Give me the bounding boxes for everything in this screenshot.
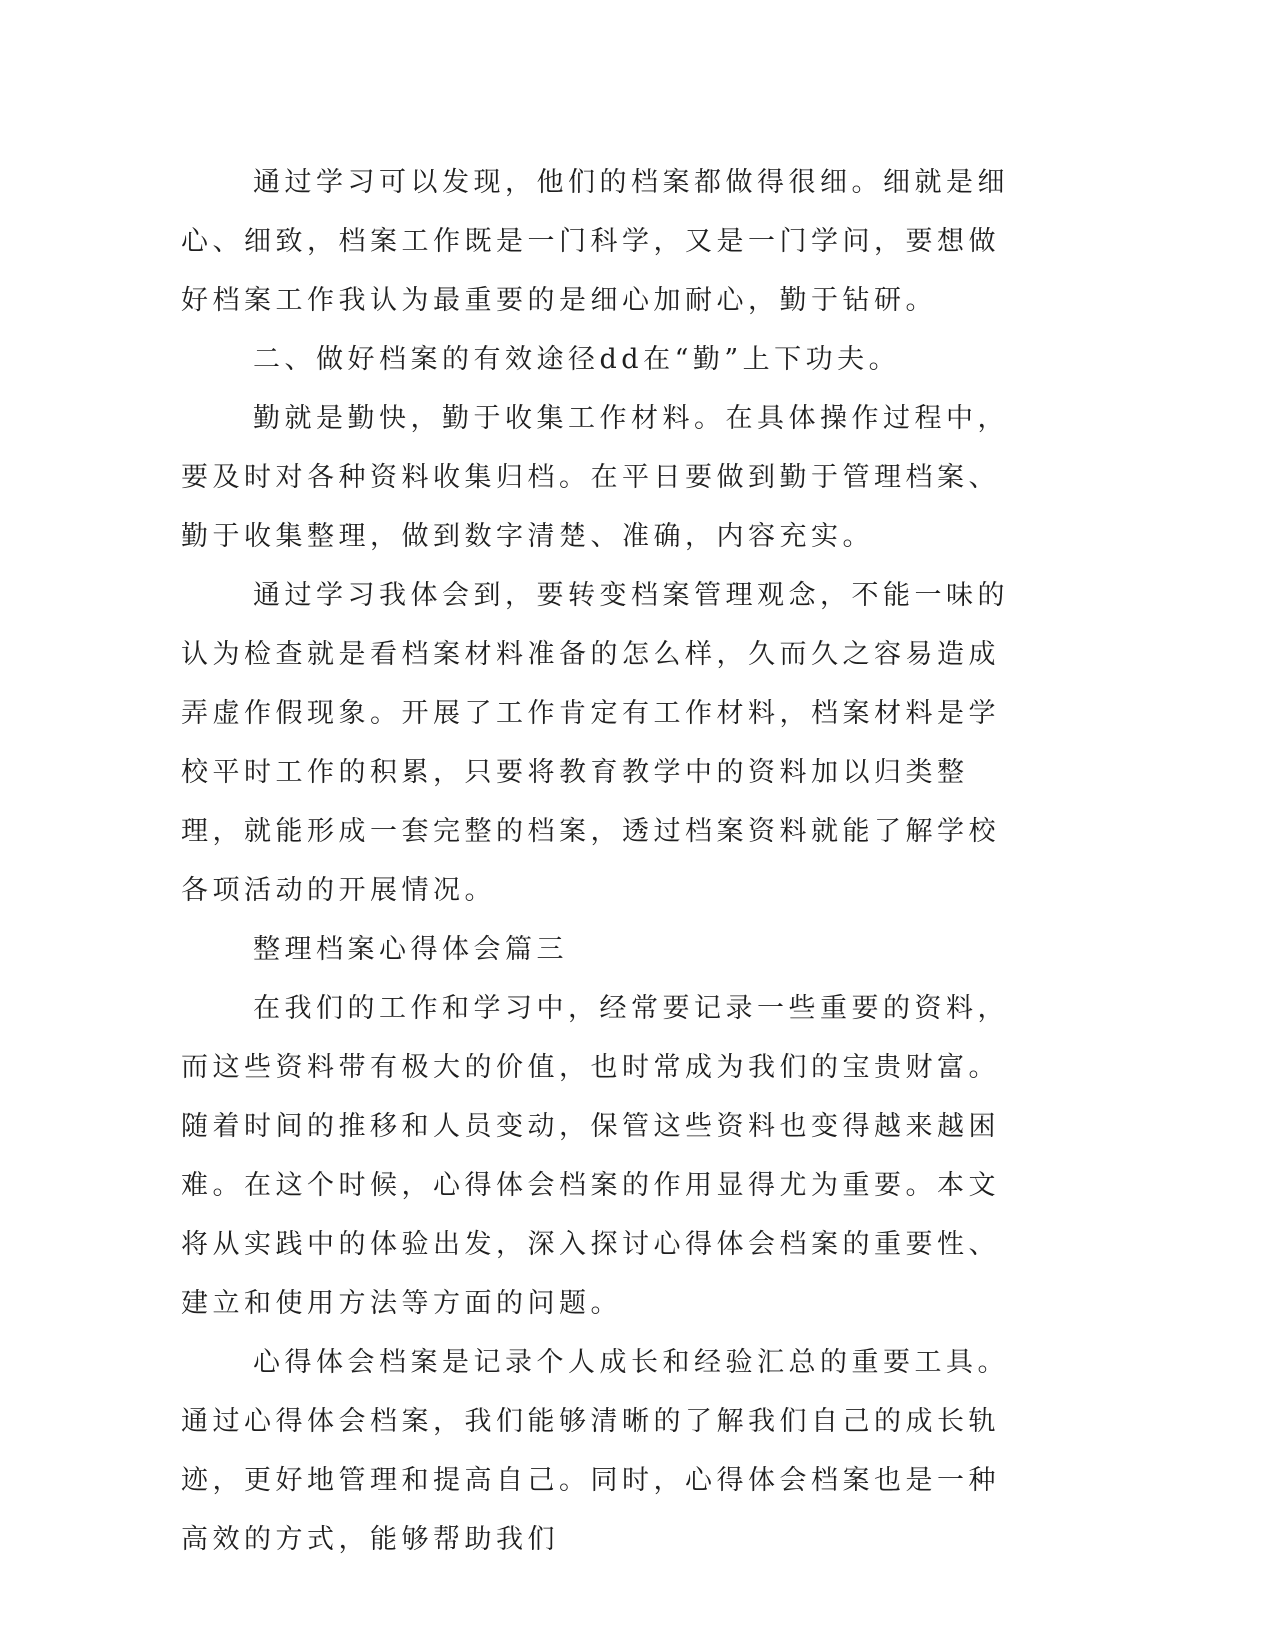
document-body	[181, 153, 1031, 1569]
paragraph-section-two-heading: 二、做好档案的有效途径dd在“勤”上下功夫。	[253, 344, 901, 375]
paragraph-management-concept: 通过学习我体会到，要转变档案管理观念，不能一味的认为检查就是看档案材料准备的怎么样，久而久之容易造成弄虚作假现象。开展了工作肯定有工作材料，档案材料是学校平时工作的积累，只要将教育教学中的资料加以归类整理，就能形成一套完整的档案，透过档案资料就能了解学校各项活动的开展情况。	[181, 580, 1009, 906]
paragraph-diligence: 勤就是勤快，勤于收集工作材料。在具体操作过程中，要及时对各种资料收集归档。在平日要做到勤于管理档案、勤于收集整理，做到数字清楚、准确，内容充实。	[181, 403, 1009, 552]
paragraph-growth-tool: 心得体会档案是记录个人成长和经验汇总的重要工具。通过心得体会档案，我们能够清晰的了解我们自己的成长轨迹，更好地管理和提高自己。同时，心得体会档案也是一种高效的方式，能够帮助我们	[181, 1347, 1009, 1555]
paragraph-part-three-heading: 整理档案心得体会篇三	[253, 934, 568, 965]
paragraph-records-value: 在我们的工作和学习中，经常要记录一些重要的资料，而这些资料带有极大的价值，也时常成为我们的宝贵财富。随着时间的推移和人员变动，保管这些资料也变得越来越困难。在这个时候，心得体会档案的作用显得尤为重要。本文将从实践中的体验出发，深入探讨心得体会档案的重要性、建立和使用方法等方面的问题。	[181, 993, 1009, 1319]
paragraph-archive-detail: 通过学习可以发现，他们的档案都做得很细。细就是细心、细致，档案工作既是一门科学，又是一门学问，要想做好档案工作我认为最重要的是细心加耐心，勤于钻研。	[181, 167, 1009, 316]
